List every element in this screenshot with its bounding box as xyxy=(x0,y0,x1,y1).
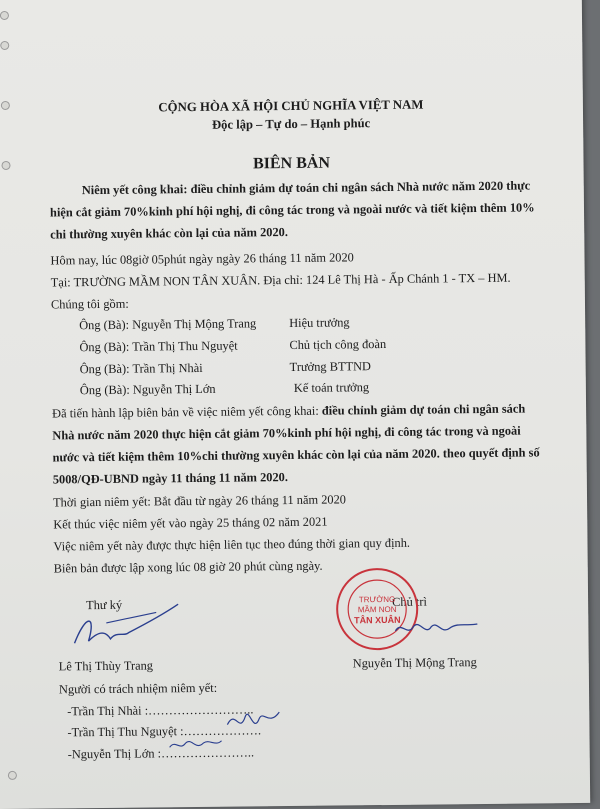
secretary-signature xyxy=(66,602,187,653)
posting-start: Thời gian niêm yết: Bắt đầu từ ngày 26 tháng 11 năm 2020 xyxy=(52,492,347,510)
stamp-line-1: TRƯỜNG xyxy=(358,594,396,605)
nguyet-signature xyxy=(223,704,283,741)
proceed-bold-text: điều chỉnh giảm dự toán chi ngân sách xyxy=(321,401,526,418)
member-name: Ông (Bà): Nguyễn Thị Lớn xyxy=(79,381,216,398)
responsible-item: -Trần Thị Thu Nguyệt :………………. xyxy=(67,723,262,740)
lon-signature xyxy=(165,735,225,756)
meeting-location: Tại: TRƯỜNG MẦM NON TÂN XUÂN. Địa chỉ: 124 Lê Thị Hà - Ấp Chánh 1 - TX – HM. xyxy=(50,270,511,290)
proceed-line-3: nước và tiết kiệm thêm 10%chi thường xuyên khác còn lại của năm 2020. theo quyết định số xyxy=(52,445,540,465)
chair-name: Nguyễn Thị Mộng Trang xyxy=(352,655,477,671)
stamp-line-3: TÂN XUÂN xyxy=(353,614,401,626)
proceed-line-1 xyxy=(52,402,525,422)
posting-continuity: Việc niêm yết này được thực hiện liên tục theo đúng thời gian quy định. xyxy=(53,535,411,554)
member-role: Chủ tịch công đoàn xyxy=(289,336,387,353)
national-motto: Độc lập – Tự do – Hạnh phúc xyxy=(211,116,371,132)
secretary-title: Thư ký xyxy=(86,597,123,613)
meeting-date: Hôm nay, lúc 08giờ 05phút ngày ngày 26 tháng 11 năm 2020 xyxy=(50,250,354,268)
member-role: Kế toán trưởng xyxy=(293,380,370,395)
proceed-line-4: 5008/QĐ-UBND ngày 11 tháng 11 năm 2020. xyxy=(52,470,288,487)
responsible-item: -Nguyễn Thị Lớn :………………….. xyxy=(67,745,255,762)
proceed-plain-text: Đã tiến hành lập biên bản về việc niêm yết công khai: xyxy=(52,403,322,421)
national-title: CỘNG HÒA XÃ HỘI CHỦ NGHĨA VIỆT NAM xyxy=(158,97,424,115)
responsible-item: -Trần Thị Nhài :…………………….. xyxy=(67,702,254,719)
proceed-line-2: Nhà nước năm 2020 thực hiện cắt giảm 70%kinh phí hội nghị, đi công tác trong và ngoài xyxy=(52,423,521,443)
member-role: Trưởng BTTND xyxy=(289,359,372,375)
member-role: Hiệu trưởng xyxy=(289,315,350,331)
members-intro: Chúng tôi gồm: xyxy=(50,296,129,312)
posting-end: Kết thúc việc niêm yết vào ngày 25 tháng 02 năm 2021 xyxy=(53,514,328,532)
stamp-line-2: MẦM NON xyxy=(357,604,397,615)
member-name: Ông (Bà): Trần Thị Nhài xyxy=(79,360,203,377)
subject-line-2: hiện cắt giảm 70%kinh phí hội nghị, đi công tác trong và ngoài nước và tiết kiệm thêm 10% xyxy=(49,200,535,220)
chair-title: Chủ trì xyxy=(392,594,427,609)
subject-line-3: chi thường xuyên khác còn lại của năm 2020. xyxy=(50,225,289,242)
secretary-name: Lê Thị Thùy Trang xyxy=(58,658,154,674)
subject-line-1: Niêm yết công khai: điều chỉnh giảm dự toán chi ngân sách Nhà nước năm 2020 thực xyxy=(81,178,531,198)
document-title: BIÊN BẢN xyxy=(252,154,331,173)
chair-signature xyxy=(391,612,481,643)
member-name: Ông (Bà): Nguyễn Thị Mộng Trang xyxy=(79,316,257,333)
closing-time: Biên bản được lập xong lúc 08 giờ 20 phút cùng ngày. xyxy=(53,558,323,576)
member-name: Ông (Bà): Trần Thị Thu Nguyệt xyxy=(79,338,238,355)
responsible-heading: Người có trách nhiệm niêm yết: xyxy=(58,680,218,697)
